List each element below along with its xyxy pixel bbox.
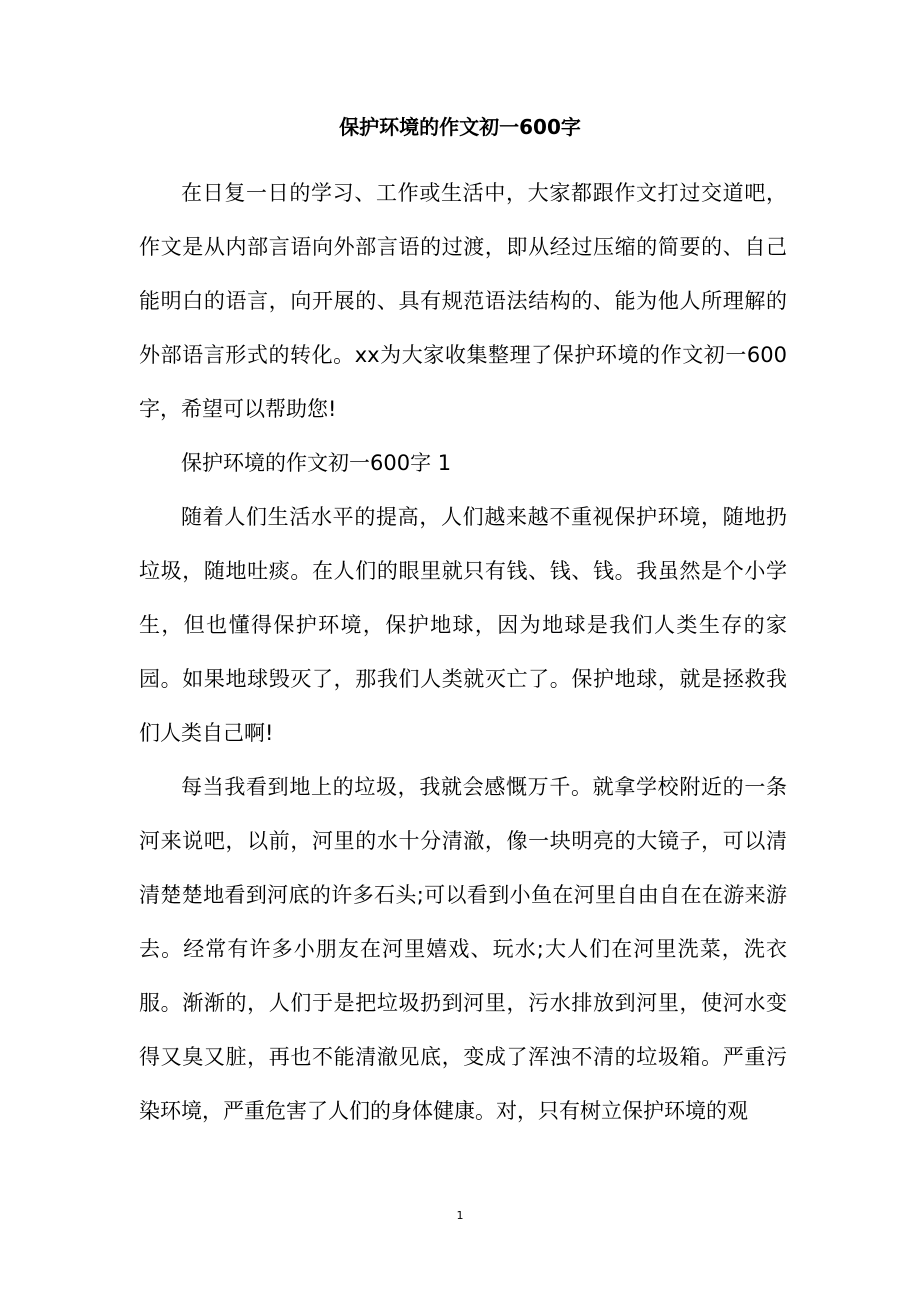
document-title: 保护环境的作文初一600字: [339, 115, 581, 139]
intro-paragraph: 在日复一日的学习、工作或生活中，大家都跟作文打过交道吧，作文是从内部言语向外部言语的过渡，即从经过压缩的简要的、自己能明白的语言，向开展的、具有规范语法结构的、能为他人所理解的外部语言形式的转化。xx为大家收集整理了保护环境的作文初一600字，希望可以帮助您!: [139, 181, 787, 421]
section-heading: 保护环境的作文初一600字 1: [181, 451, 452, 475]
document-body: [139, 166, 787, 1138]
body-paragraph-2: 每当我看到地上的垃圾，我就会感慨万千。就拿学校附近的一条河来说吧，以前，河里的水十分清澈，像一块明亮的大镜子，可以清清楚楚地看到河底的许多石头;可以看到小鱼在河里自由自在在游来游去。经常有许多小朋友在河里嬉戏、玩水;大人们在河里洗菜，洗衣服。渐渐的，人们于是把垃圾扔到河里，污水排放到河里，使河水变得又臭又脏，再也不能清澈见底，变成了浑浊不清的垃圾箱。严重污染环境，严重危害了人们的身体健康。对，只有树立保护环境的观: [139, 775, 787, 1123]
page-number: 1: [456, 1209, 464, 1222]
body-paragraph-1: 随着人们生活水平的提高，人们越来越不重视保护环境，随地扔垃圾，随地吐痰。在人们的眼里就只有钱、钱、钱。我虽然是个小学生，但也懂得保护环境，保护地球，因为地球是我们人类生存的家园。如果地球毁灭了，那我们人类就灭亡了。保护地球，就是拯救我们人类自己啊!: [139, 505, 787, 745]
